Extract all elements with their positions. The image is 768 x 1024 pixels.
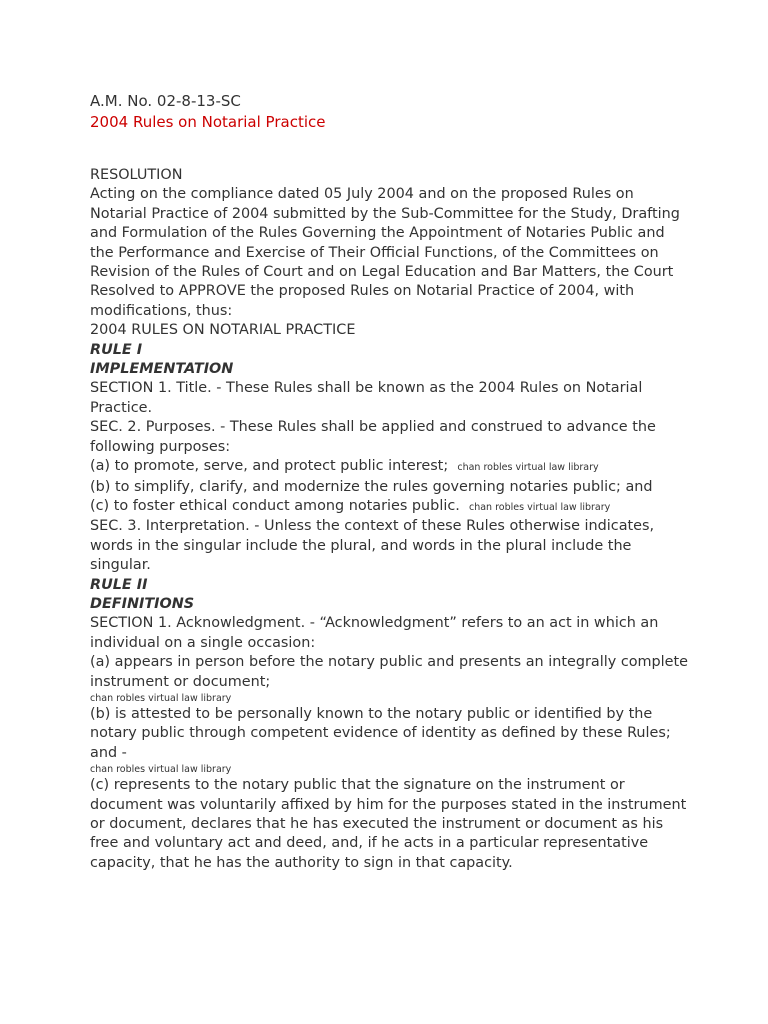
purpose-a-text: (a) to promote, serve, and protect public interest;: [90, 458, 449, 475]
definition-item-b: (b) is attested to be personally known to the notary public or identified by the notary public through competent evidence of identity as defined by these Rules; and -: [90, 705, 671, 761]
resolution-heading: RESOLUTION: [90, 167, 183, 183]
header-spacer: [90, 133, 690, 166]
rule-1-section-2: SEC. 2. Purposes. - These Rules shall be applied and construed to advance the following purposes:: [90, 419, 656, 455]
definition-item-c: (c) represents to the notary public that the signature on the instrument or document was voluntarily affixed by him for the purposes stated in the instrument or document, declares that he has executed the instrument or document as his free and voluntary act and deed, and, if he acts in a particular representative capacity, that he has the authority to sign in that capacity.: [90, 777, 687, 871]
definition-item-a: (a) appears in person before the notary public and presents an integrally complete instrument or document;: [90, 654, 689, 690]
rule-1-name: IMPLEMENTATION: [90, 361, 234, 378]
library-note: chan robles virtual law library: [457, 462, 599, 474]
document-body: [90, 91, 690, 873]
rule-2-label: RULE II: [90, 576, 148, 593]
purpose-a: [90, 457, 690, 477]
purpose-c: [90, 497, 690, 517]
rule-1-label: RULE I: [90, 341, 143, 358]
case-number: A.M. No. 02-8-13-SC: [90, 92, 241, 110]
document-title: 2004 Rules on Notarial Practice: [90, 113, 326, 131]
rule-1-section-1: SECTION 1. Title. - These Rules shall be known as the 2004 Rules on Notarial Practice.: [90, 380, 643, 416]
resolution-body: Acting on the compliance dated 05 July 2004 and on the proposed Rules on Notarial Practice of 2004 submitted by the Sub-Committee for the Study, Drafting and Formulation of the Rules Governing the Appointment of Notaries Public and the Performance and Exercise of Their Official Functions, of the Committees on Revision of the Rules of Court and on Legal Education and Bar Matters, the Court Resolved to APPROVE the proposed Rules on Notarial Practice of 2004, with modifications, thus:: [90, 186, 680, 319]
purpose-c-text: (c) to foster ethical conduct among notaries public.: [90, 497, 460, 514]
document-header: [90, 91, 690, 133]
rule-1-section-3: SEC. 3. Interpretation. - Unless the context of these Rules otherwise indicates, words in the singular include the plural, and words in the plural include the singular.: [90, 518, 655, 574]
library-note: chan robles virtual law library: [90, 692, 232, 704]
library-note: chan robles virtual law library: [468, 501, 611, 513]
rule-2-name: DEFINITIONS: [90, 595, 195, 612]
rule-2-section-1: SECTION 1. Acknowledgment. - “Acknowledgment” refers to an act in which an individual on a single occasion:: [90, 615, 659, 651]
rules-heading: 2004 RULES ON NOTARIAL PRACTICE: [90, 322, 356, 339]
library-note: chan robles virtual law library: [90, 764, 232, 776]
purpose-b: (b) to simplify, clarify, and modernize the rules governing notaries public; and: [90, 478, 653, 495]
